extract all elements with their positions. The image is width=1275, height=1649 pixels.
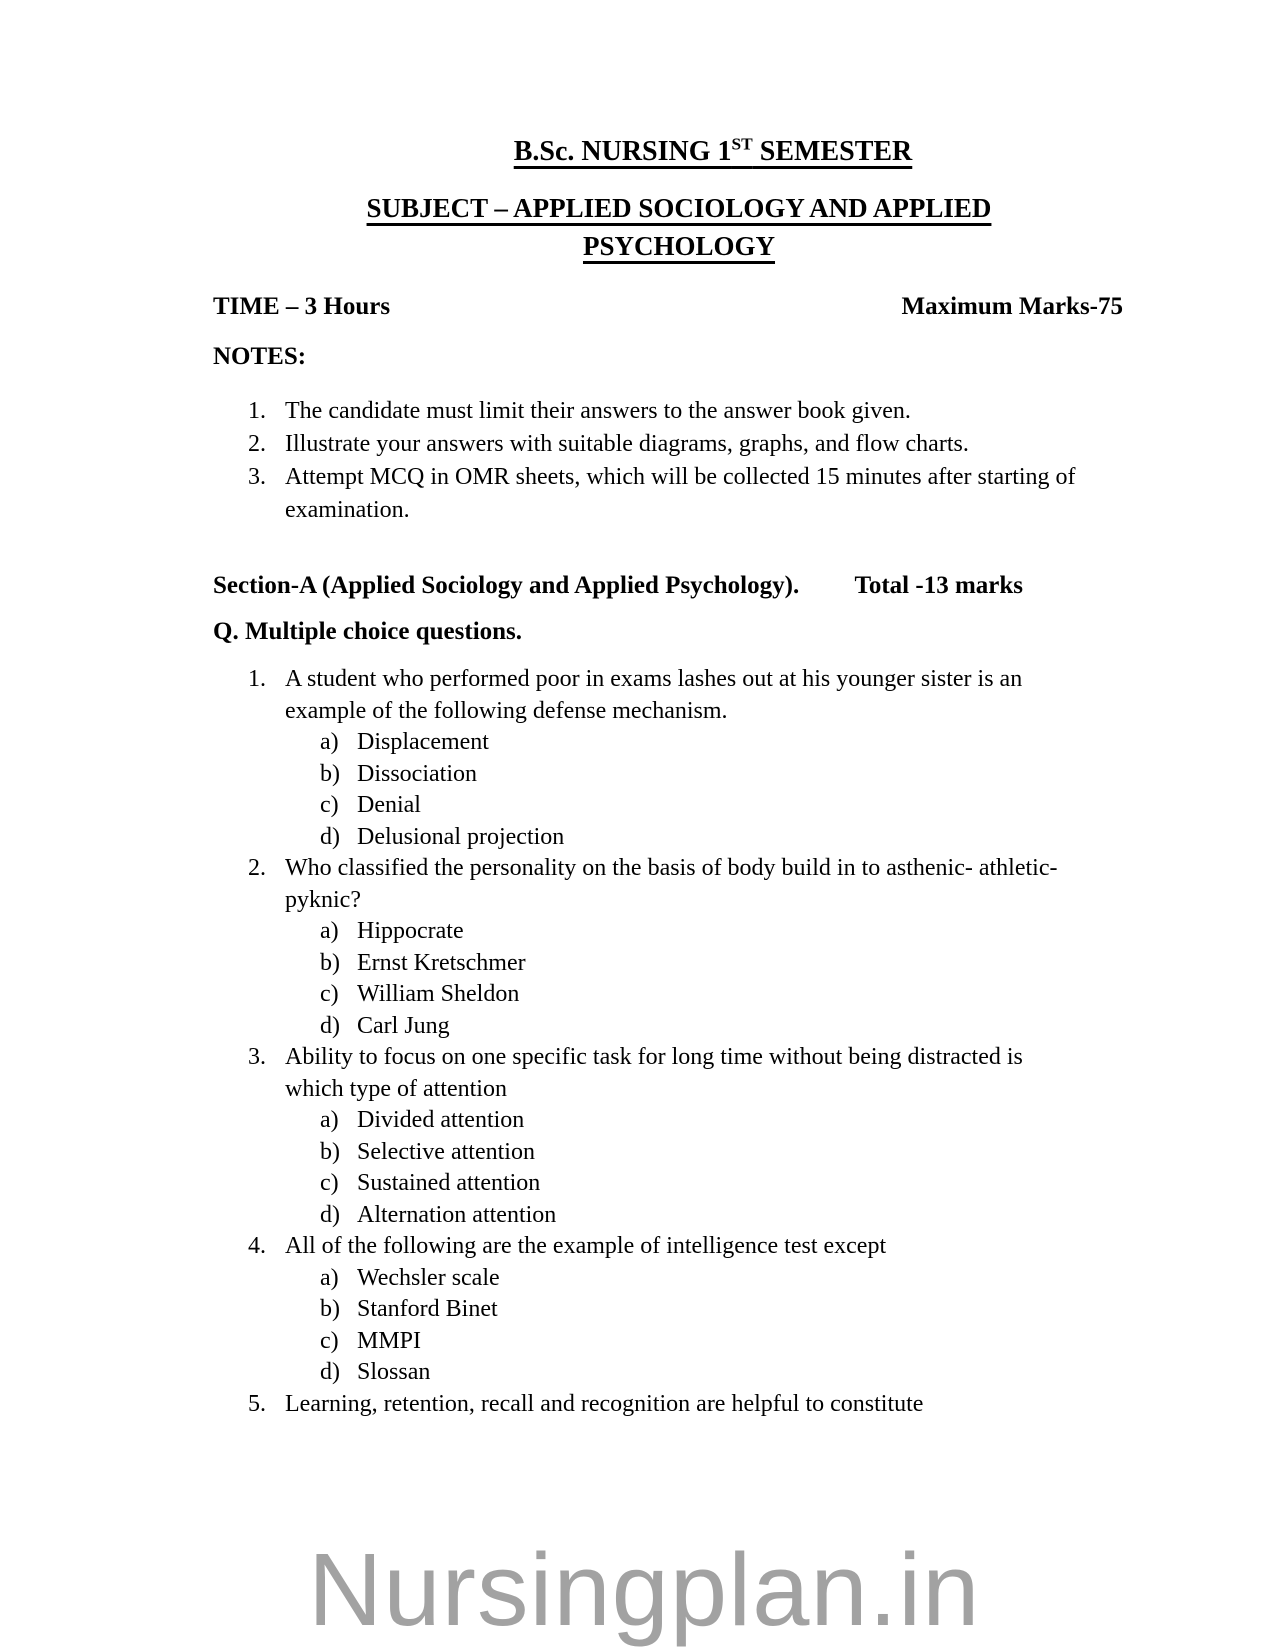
question-block	[213, 1042, 1085, 1231]
option-letter: a)	[320, 1264, 339, 1291]
option-text: Carl Jung	[357, 1012, 450, 1039]
option-row	[213, 1137, 1085, 1169]
question-block	[213, 1389, 1085, 1421]
option-text: Sustained attention	[357, 1170, 541, 1196]
option-letter: d)	[320, 823, 340, 850]
option-text: Alternation attention	[357, 1201, 557, 1228]
note-item	[213, 461, 1085, 527]
option-letter: a)	[320, 1107, 339, 1133]
option-text: Slossan	[357, 1359, 431, 1385]
option-text: Wechsler scale	[357, 1264, 500, 1291]
section-heading: Section-A (Applied Sociology and Applied Psychology).	[213, 572, 800, 599]
ordinal-superscript: ST	[731, 134, 753, 154]
option-letter: d)	[320, 1201, 340, 1228]
mcq-heading: Q. Multiple choice questions.	[213, 618, 523, 645]
option-letter: b)	[320, 1138, 340, 1165]
max-marks-label: Maximum Marks-75	[901, 293, 1123, 320]
option-row	[213, 1294, 1085, 1326]
option-text: Displacement	[357, 729, 489, 755]
option-row	[213, 727, 1085, 759]
notes-list	[213, 395, 1085, 527]
note-item	[213, 428, 1085, 461]
question-number: 3.	[248, 1044, 266, 1070]
question-number: 4.	[248, 1233, 266, 1259]
option-letter: a)	[320, 918, 339, 944]
question-block	[213, 664, 1085, 853]
note-number: 3.	[248, 464, 266, 490]
option-row	[213, 822, 1085, 854]
option-text: Ernst Kretschmer	[357, 949, 526, 976]
option-row	[213, 1168, 1085, 1200]
note-number: 1.	[248, 398, 266, 424]
note-number: 2.	[248, 431, 266, 457]
question-text: All of the following are the example of intelligence test except	[285, 1233, 887, 1259]
option-letter: c)	[320, 1170, 339, 1196]
option-letter: b)	[320, 1296, 340, 1322]
option-letter: c)	[320, 981, 339, 1007]
question-number: 5.	[248, 1390, 266, 1417]
option-text: Selective attention	[357, 1138, 535, 1165]
question-row	[213, 1231, 1085, 1263]
option-row	[213, 1011, 1085, 1043]
site-watermark: Nursingplan.in	[308, 1532, 981, 1647]
option-letter: a)	[320, 729, 339, 755]
option-text: Hippocrate	[357, 918, 464, 944]
question-number: 2.	[248, 855, 266, 881]
question-number: 1.	[248, 666, 266, 692]
note-item	[213, 395, 1085, 428]
question-block	[213, 853, 1085, 1042]
course-title-suffix: SEMESTER	[752, 136, 913, 167]
option-row	[213, 1200, 1085, 1232]
option-text: William Sheldon	[357, 981, 520, 1007]
subject-title-line1: SUBJECT – APPLIED SOCIOLOGY AND APPLIED	[366, 193, 992, 223]
option-text: Stanford Binet	[357, 1296, 498, 1322]
option-row	[213, 759, 1085, 791]
option-letter: d)	[320, 1012, 340, 1039]
question-row	[213, 1389, 1085, 1421]
option-row	[213, 979, 1085, 1011]
option-row	[213, 1357, 1085, 1389]
option-letter: d)	[320, 1359, 340, 1385]
option-row	[213, 1326, 1085, 1358]
option-text: Delusional projection	[357, 823, 565, 850]
question-text: Ability to focus on one specific task for long time without being distracted is which type of attention	[285, 1044, 1023, 1102]
option-text: MMPI	[357, 1327, 422, 1354]
section-total-marks: Total -13 marks	[854, 572, 1023, 599]
document-content	[0, 133, 1275, 1420]
option-row	[213, 916, 1085, 948]
subject-title	[213, 189, 1123, 265]
question-row	[213, 853, 1085, 916]
section-heading-row	[213, 570, 1123, 602]
option-letter: b)	[320, 949, 340, 976]
time-label: TIME – 3 Hours	[213, 293, 391, 320]
question-row	[213, 1042, 1085, 1105]
question-list	[213, 664, 1085, 1420]
subject-title-line2: PSYCHOLOGY	[582, 231, 776, 261]
option-text: Dissociation	[357, 760, 477, 787]
question-text: A student who performed poor in exams lashes out at his younger sister is an example of the following defense mechanism.	[285, 666, 1023, 724]
question-row	[213, 664, 1085, 727]
time-marks-row	[213, 291, 1123, 323]
option-row	[213, 1105, 1085, 1137]
option-letter: b)	[320, 760, 340, 787]
option-text: Divided attention	[357, 1107, 525, 1133]
option-letter: c)	[320, 1327, 339, 1354]
course-title-text: B.Sc. NURSING 1	[513, 136, 732, 167]
option-letter: c)	[320, 792, 339, 818]
note-text: Illustrate your answers with suitable diagrams, graphs, and flow charts.	[285, 431, 969, 457]
notes-heading: NOTES:	[213, 343, 307, 370]
option-row	[213, 790, 1085, 822]
question-text: Who classified the personality on the basis of body build in to asthenic- athletic- pyknic?	[285, 855, 1058, 913]
option-row	[213, 1263, 1085, 1295]
option-text: Denial	[357, 792, 421, 818]
course-title	[213, 133, 1123, 170]
question-block	[213, 1231, 1085, 1389]
option-row	[213, 948, 1085, 980]
question-text: Learning, retention, recall and recognition are helpful to constitute	[285, 1390, 924, 1417]
note-text: Attempt MCQ in OMR sheets, which will be collected 15 minutes after starting of examination.	[285, 464, 1076, 523]
note-text: The candidate must limit their answers to the answer book given.	[285, 398, 911, 424]
